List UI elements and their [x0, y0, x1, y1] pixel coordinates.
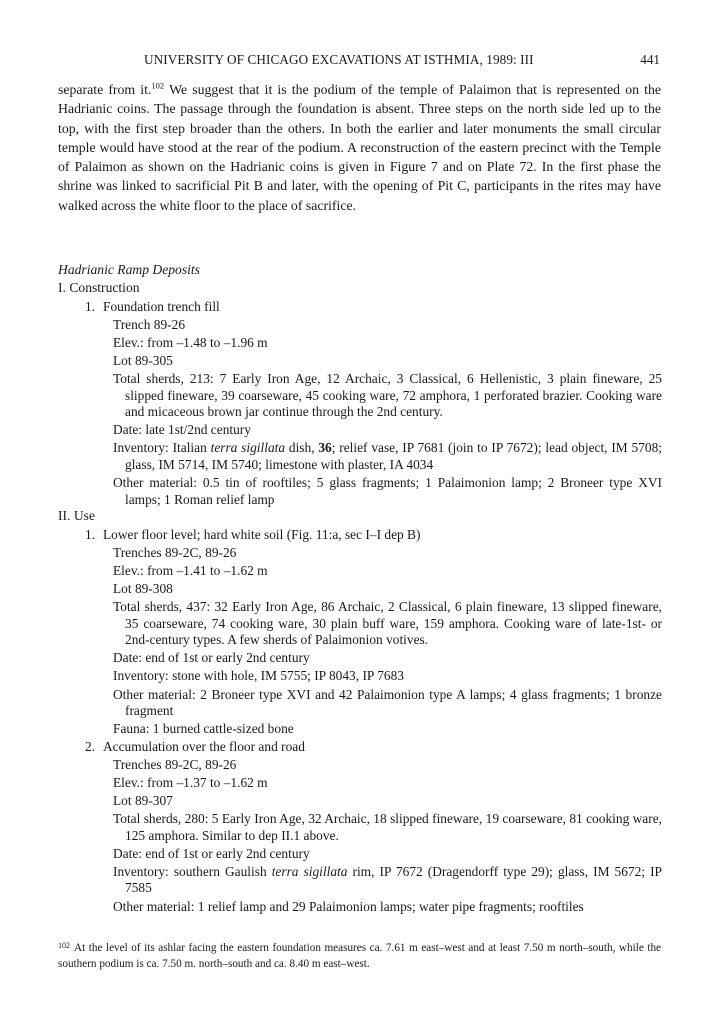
footnote-reference: 102: [151, 80, 165, 91]
construction-item-1-entries: [113, 317, 662, 508]
elevation-entry: Elev.: from –1.48 to –1.96 m: [113, 335, 268, 351]
inventory-italic: terra sigillata: [210, 440, 286, 456]
item-title: Foundation trench fill: [103, 299, 220, 314]
construction-heading: I. Construction: [58, 280, 140, 295]
inventory-entry: [113, 440, 662, 473]
trench-entry: Trenches 89-2C, 89-26: [113, 545, 237, 560]
use-item-2-entries: [113, 757, 662, 915]
inventory-entry: [113, 864, 662, 897]
other-material-entry: Other material: 0.5 tin of rooftiles; 5 glass fragments; 1 Palaimonion lamp; 2 Broneer type XVI lamps; 1 Roman relief lamp: [113, 475, 662, 507]
intro-text-start: separate from it.: [58, 82, 152, 97]
trench-entry: Trenches 89-2C, 89-26: [113, 757, 237, 772]
lot-entry: Lot 89-308: [113, 581, 173, 597]
running-title: UNIVERSITY OF CHICAGO EXCAVATIONS AT ISTHMIA, 1989: III: [144, 52, 534, 67]
elevation-entry: Elev.: from –1.41 to –1.62 m: [113, 563, 268, 579]
inventory-text-a: Inventory: Italian: [113, 440, 211, 456]
item-number: 1.: [85, 527, 96, 542]
lot-entry: Lot 89-305: [113, 353, 173, 369]
other-material-entry: Other material: 1 relief lamp and 29 Palaimonion lamps; water pipe fragments; rooftiles: [113, 898, 584, 914]
inventory-text-b: dish,: [285, 440, 319, 456]
footnote-text: At the level of its ashlar facing the eastern foundation measures ca. 7.61 m east–west and at least 7.50 m north–south, while the southern podium is ca. 7.50 m. north–south and ca. 8.40 m east–west.: [58, 942, 661, 970]
sherds-entry: Total sherds, 437: 32 Early Iron Age, 86 Archaic, 2 Classical, 6 plain fineware, 13 slipped fineware, 35 coarseware, 74 cooking ware, 30 plain buff ware, 159 amphora. Cooking ware of late-1st- or 2nd-century types. A few sherds of Palaimonion votives.: [113, 599, 662, 648]
other-material-entry: Other material: 2 Broneer type XVI and 42 Palaimonion type A lamps; 4 glass fragments; 1 bronze fragment: [113, 686, 662, 719]
section-title: Hadrianic Ramp Deposits: [58, 262, 200, 277]
inventory-entry: Inventory: stone with hole, IM 5755; IP 8043, IP 7683: [113, 668, 404, 684]
item-number: 1.: [85, 299, 96, 314]
date-entry: Date: end of 1st or early 2nd century: [113, 845, 310, 861]
inventory-text-c: ; relief vase, IP 7681 (join to IP 7672); lead object, IM 5708; glass, IM 5714, IM 5740; limestone with plaster, IA 4034: [125, 440, 662, 472]
inventory-bold: 36: [318, 440, 332, 456]
date-entry: Date: end of 1st or early 2nd century: [113, 650, 310, 666]
page-number: 441: [640, 52, 660, 67]
sherds-entry: Total sherds, 280: 5 Early Iron Age, 32 Archaic, 18 slipped fineware, 19 coarseware, 81 cooking ware, 125 amphora. Similar to dep II.1 above.: [113, 811, 662, 843]
use-item-2-title: [85, 739, 662, 756]
fauna-entry: Fauna: 1 burned cattle-sized bone: [113, 721, 294, 737]
footnote-number: 102: [58, 941, 70, 950]
inventory-text-a: Inventory: southern Gaulish: [113, 863, 272, 879]
construction-item-1-title: [85, 299, 662, 316]
elevation-entry: Elev.: from –1.37 to –1.62 m: [113, 775, 268, 791]
use-item-1-title: [85, 527, 662, 544]
trench-entry: Trench 89-26: [113, 317, 186, 332]
item-number: 2.: [85, 739, 96, 754]
item-title: Accumulation over the floor and road: [103, 739, 305, 754]
sherds-entry: Total sherds, 213: 7 Early Iron Age, 12 Archaic, 3 Classical, 6 Hellenistic, 3 plain fineware, 25 slipped fineware, 39 coarseware, 45 cooking ware, 72 amphora, 1 perforated brazier. Cooking ware and micaceous brown jar continue through the 2nd century.: [113, 371, 662, 420]
use-heading: II. Use: [58, 508, 95, 523]
inventory-text-b: rim, IP 7672 (Dragendorff type 29); glass, IM 5672; IP 7585: [125, 863, 662, 896]
lot-entry: Lot 89-307: [113, 793, 173, 809]
inventory-italic: terra sigillata: [271, 863, 348, 879]
date-entry: Date: late 1st/2nd century: [113, 422, 251, 438]
running-header: [58, 52, 660, 70]
intro-text-rest: We suggest that it is the podium of the temple of Palaimon that is represented on the Hadrianic coins. The passage through the foundation is absent. Three steps on the north side led up to the top, with the first step broader than the others. In both the earlier and later monuments the small circular temple would have stood at the rear of the podium. A reconstruction of the eastern precinct with the Temple of Palaimon as shown on the Hadrianic coins is given in Figure 7 and on Plate 72. In the first phase the shrine was linked to sacrificial Pit B and later, with the opening of Pit C, participants in the rites may have walked across the white floor to the place of sacrifice.: [58, 82, 661, 213]
footnote: [58, 938, 661, 972]
item-title: Lower floor level; hard white soil (Fig. 11:a, sec I–I dep B): [103, 527, 421, 542]
use-item-1-entries: [113, 545, 662, 738]
intro-paragraph: [58, 80, 661, 215]
